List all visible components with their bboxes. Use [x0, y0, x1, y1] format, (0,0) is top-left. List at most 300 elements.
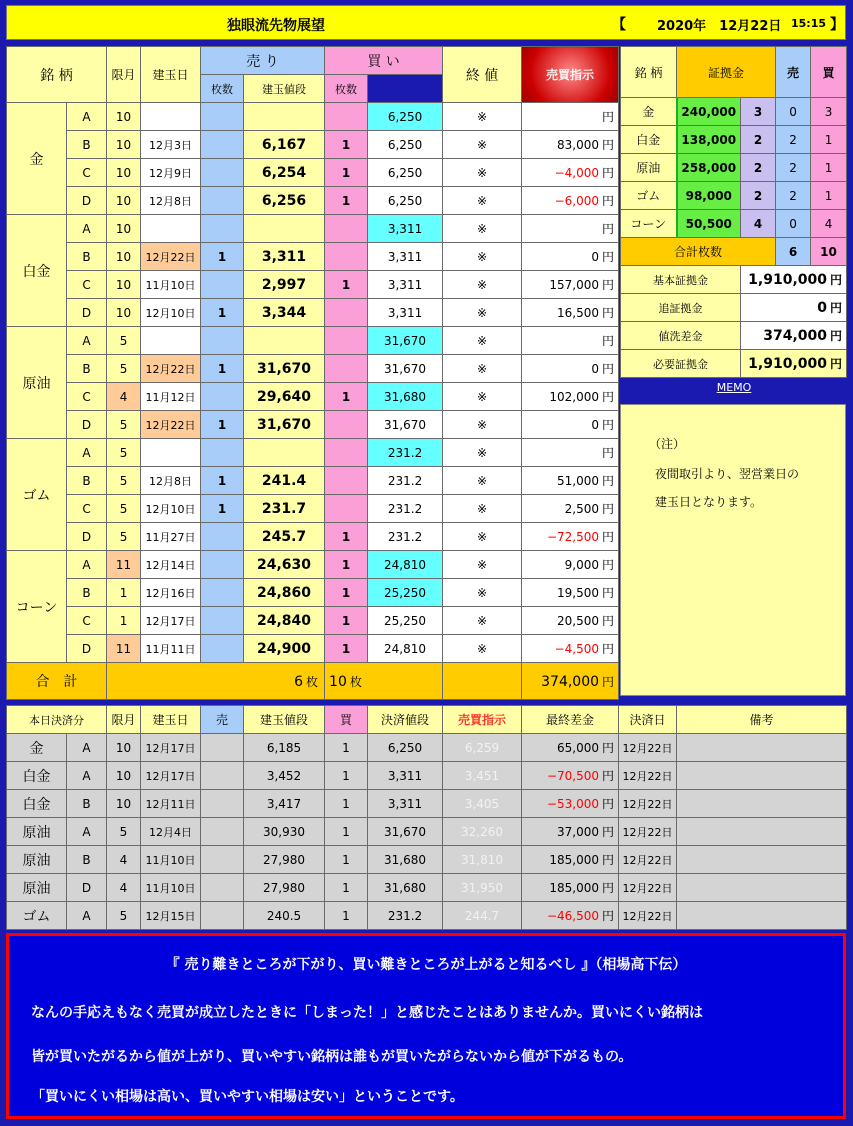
settle-final [522, 818, 619, 846]
instruction-text: ※ [477, 305, 488, 320]
settle-settle-price-text: 31,670 [384, 824, 426, 839]
sell-qty [201, 299, 244, 327]
settle-sdate-text: 12月22日 [622, 825, 673, 839]
margin-sell [776, 126, 811, 154]
contract-month-text: 10 [115, 193, 132, 208]
settle-key-text: A [82, 824, 91, 839]
settle-month-text: 5 [119, 824, 128, 839]
buy-qty [325, 635, 368, 663]
close-price [368, 299, 443, 327]
settle-key-text: A [82, 908, 91, 923]
contract-month [107, 271, 141, 299]
header-price-text: 建玉値段 [262, 82, 307, 96]
settle-instr-text: 31,950 [461, 880, 503, 895]
summary-value [741, 266, 847, 294]
yen-unit: 円 [830, 329, 843, 343]
summary-value-text: 0 [817, 300, 827, 316]
yen-unit: 円 [602, 138, 615, 152]
table-row [7, 439, 619, 467]
instruction [443, 495, 522, 523]
position-price [244, 103, 325, 131]
total-buy [325, 663, 443, 700]
settle-settle-price [368, 762, 443, 790]
instruction-text: ※ [477, 137, 488, 152]
position-price-text: 31,670 [257, 360, 312, 377]
margin-amount-text: 98,000 [685, 188, 732, 203]
margin-table [620, 46, 847, 378]
margin-amount-text: 258,000 [681, 160, 737, 175]
diff-value-text: −4,500 [554, 642, 600, 656]
contract-month-text: 5 [119, 501, 128, 516]
instruction-text: ※ [477, 361, 488, 376]
settle-key-text: B [82, 852, 91, 867]
settle-settle-price [368, 734, 443, 762]
settle-sell [201, 762, 244, 790]
sell-qty [201, 131, 244, 159]
close-price-text: 231.2 [387, 445, 423, 460]
yen-unit: 円 [602, 334, 615, 348]
margin-brand [621, 210, 677, 238]
instruction-text: ※ [477, 193, 488, 208]
settle-final-text: −46,500 [546, 909, 599, 923]
settle-sdate [619, 762, 677, 790]
close-price [368, 131, 443, 159]
header-buy [325, 47, 443, 75]
close-price-text: 3,311 [387, 305, 423, 320]
settle-row [7, 818, 847, 846]
contract-month [107, 243, 141, 271]
margin-buy-text: 1 [824, 188, 833, 203]
contract-month [107, 103, 141, 131]
close-price [368, 579, 443, 607]
contract-month-text: 5 [119, 361, 128, 376]
close-price-text: 231.2 [387, 529, 423, 544]
header-sell-text: 売 り [246, 53, 279, 70]
table-row [7, 579, 619, 607]
contract-key-text: D [81, 193, 92, 208]
close-price-text: 3,311 [387, 249, 423, 264]
position-date [141, 103, 201, 131]
table-row [7, 551, 619, 579]
count-buy-text: 10 [820, 244, 837, 259]
yen-unit: 円 [602, 194, 615, 208]
table-row [7, 383, 619, 411]
settlement-table [6, 705, 847, 930]
contract-month-text: 10 [115, 137, 132, 152]
margin-count-text: 4 [753, 216, 763, 231]
position-date [141, 131, 201, 159]
settle-sell [201, 846, 244, 874]
settle-final-text: 65,000 [556, 741, 599, 755]
buy-qty [325, 495, 368, 523]
position-price [244, 635, 325, 663]
contract-key-text: B [82, 473, 91, 488]
total-sell-qty: 6 [294, 673, 304, 690]
settle-settle-price [368, 818, 443, 846]
settle-note [677, 790, 847, 818]
diff-value-text: −72,500 [546, 530, 600, 544]
yen-unit: 円 [601, 909, 614, 923]
yen-unit: 円 [830, 273, 843, 287]
diff-value [522, 551, 619, 579]
close-price [368, 495, 443, 523]
position-price-text: 24,840 [257, 612, 312, 629]
settle-header-price [244, 706, 325, 734]
table-row [7, 327, 619, 355]
settle-brand [7, 818, 67, 846]
yen-unit: 円 [602, 674, 615, 689]
settle-instr-text: 32,260 [461, 824, 503, 839]
margin-brand-text: ゴム [636, 189, 661, 203]
diff-value [522, 579, 619, 607]
settle-date-text: 11月10日 [145, 881, 196, 895]
buy-qty [325, 271, 368, 299]
contract-month [107, 327, 141, 355]
close-price [368, 187, 443, 215]
position-date-text: 12月22日 [145, 362, 196, 376]
sell-qty [201, 187, 244, 215]
contract-month-text: 10 [115, 221, 132, 236]
close-price [368, 383, 443, 411]
summary-label [621, 266, 741, 294]
contract-month-text: 5 [119, 417, 128, 432]
settle-instr [443, 762, 522, 790]
yen-unit: 円 [602, 474, 615, 488]
position-price-text: 29,640 [257, 388, 312, 405]
date-bracket-open: 【 [612, 17, 626, 33]
settle-sdate [619, 790, 677, 818]
margin-sell [776, 98, 811, 126]
settle-buy [325, 734, 368, 762]
margin-brand-text: 金 [642, 105, 655, 119]
position-price-text: 3,311 [261, 248, 307, 265]
quote-box [6, 933, 846, 1119]
position-price-text: 24,860 [257, 584, 312, 601]
sell-qty [201, 271, 244, 299]
brand-name-text: ゴム [22, 487, 51, 504]
table-row [7, 271, 619, 299]
memo-panel [620, 381, 846, 696]
contract-month-text: 5 [119, 529, 128, 544]
margin-buy-text: 3 [824, 104, 833, 119]
position-date [141, 551, 201, 579]
table-row [7, 467, 619, 495]
instruction [443, 215, 522, 243]
diff-value [522, 103, 619, 131]
summary-value [741, 294, 847, 322]
contract-key [67, 187, 107, 215]
close-price-text: 6,250 [387, 165, 423, 180]
sell-qty [201, 215, 244, 243]
settle-header-final-text: 最終差金 [545, 713, 594, 727]
summary-label-text: 追証拠金 [658, 301, 703, 315]
yen-unit: 円 [602, 278, 615, 292]
margin-amount [677, 182, 741, 210]
settle-sell [201, 818, 244, 846]
summary-value [741, 350, 847, 378]
contract-key [67, 159, 107, 187]
sell-qty-text: 1 [217, 417, 227, 432]
settle-header-note-text: 備考 [749, 713, 774, 727]
position-date [141, 635, 201, 663]
position-price-text: 6,254 [261, 164, 307, 181]
contract-month-text: 11 [115, 557, 132, 572]
margin-brand-text: 原油 [636, 161, 661, 175]
margin-buy [811, 98, 847, 126]
close-price [368, 355, 443, 383]
table-row [7, 159, 619, 187]
position-price [244, 159, 325, 187]
buy-qty-text: 1 [341, 613, 351, 628]
close-price-text: 3,311 [387, 277, 423, 292]
margin-buy-text: 4 [824, 216, 833, 231]
summary-label-text: 基本証拠金 [653, 273, 708, 287]
diff-value [522, 523, 619, 551]
settle-buy-text: 1 [342, 824, 350, 839]
position-price-text: 245.7 [261, 528, 307, 545]
instruction-text: ※ [477, 109, 488, 124]
settle-brand-text: 原油 [22, 880, 51, 897]
header-sell-qty [201, 75, 244, 103]
settle-header-sell [201, 706, 244, 734]
contract-key [67, 299, 107, 327]
summary-value-text: 374,000 [763, 328, 827, 344]
settle-buy [325, 762, 368, 790]
settle-sdate [619, 734, 677, 762]
position-date [141, 187, 201, 215]
instruction [443, 607, 522, 635]
position-price [244, 551, 325, 579]
total-diff [522, 663, 619, 700]
settle-brand [7, 846, 67, 874]
settle-sdate-text: 12月22日 [622, 909, 673, 923]
buy-qty [325, 411, 368, 439]
yen-unit: 円 [602, 614, 615, 628]
margin-count-text: 2 [753, 160, 763, 175]
margin-buy [811, 154, 847, 182]
close-price [368, 243, 443, 271]
settle-settle-price-text: 31,680 [384, 852, 426, 867]
contract-month [107, 607, 141, 635]
sell-qty [201, 607, 244, 635]
position-date-text: 12月10日 [145, 502, 196, 516]
settle-note [677, 874, 847, 902]
sell-qty [201, 411, 244, 439]
header-buy-text: 買 い [367, 53, 400, 70]
instruction [443, 467, 522, 495]
close-price-text: 24,810 [384, 641, 427, 656]
settle-settle-price-text: 6,250 [387, 740, 423, 755]
close-price [368, 103, 443, 131]
contract-key-text: D [81, 417, 92, 432]
margin-brand-text: コーン [630, 217, 667, 231]
contract-key [67, 607, 107, 635]
contract-month-text: 10 [115, 165, 132, 180]
settle-header-instr-text: 売買指示 [457, 713, 506, 727]
sell-qty [201, 243, 244, 271]
settle-buy-text: 1 [342, 908, 350, 923]
position-price [244, 439, 325, 467]
close-price [368, 327, 443, 355]
settle-month-text: 5 [119, 908, 128, 923]
position-date [141, 327, 201, 355]
position-date [141, 159, 201, 187]
contract-month [107, 579, 141, 607]
summary-value-text: 1,910,000 [748, 272, 827, 288]
header-date-text: 建玉日 [152, 68, 189, 82]
margin-header-amount [677, 47, 776, 98]
position-date [141, 215, 201, 243]
settle-settle-price [368, 846, 443, 874]
instruction [443, 243, 522, 271]
close-price [368, 467, 443, 495]
settle-price-text: 3,452 [266, 768, 302, 783]
contract-key-text: C [82, 277, 91, 292]
position-date [141, 495, 201, 523]
margin-amount [677, 126, 741, 154]
settle-header-date [141, 706, 201, 734]
margin-summary-row [621, 350, 847, 378]
settle-brand-text: 原油 [22, 852, 51, 869]
margin-brand [621, 126, 677, 154]
summary-label-text: 必要証拠金 [653, 357, 708, 371]
settle-brand-text: 金 [29, 740, 44, 757]
settle-price [244, 902, 325, 930]
contract-key [67, 215, 107, 243]
instruction [443, 523, 522, 551]
contract-key [67, 131, 107, 159]
position-price [244, 243, 325, 271]
settle-header-final [522, 706, 619, 734]
settle-header-title-text: 本日決済分 [29, 713, 84, 727]
settle-settle-price-text: 231.2 [387, 908, 423, 923]
summary-value [741, 322, 847, 350]
settle-settle-price-text: 3,311 [387, 796, 423, 811]
table-row [7, 131, 619, 159]
position-price [244, 467, 325, 495]
contract-key-text: A [82, 333, 91, 348]
total-diff-text: 374,000 [541, 673, 600, 690]
contract-month [107, 355, 141, 383]
instruction [443, 327, 522, 355]
instruction [443, 579, 522, 607]
diff-value-text: 0 [591, 418, 600, 432]
total-sell-unit: 枚 [306, 674, 319, 689]
position-price [244, 495, 325, 523]
contract-key [67, 523, 107, 551]
close-price [368, 215, 443, 243]
margin-buy-text: 1 [824, 160, 833, 175]
date-bracket-close: 】 [830, 17, 844, 33]
margin-count-text: 2 [753, 188, 763, 203]
settle-instr [443, 734, 522, 762]
yen-unit: 円 [830, 357, 843, 371]
position-date-text: 12月3日 [149, 138, 193, 152]
settle-price-text: 30,930 [263, 824, 305, 839]
settle-sdate-text: 12月22日 [622, 853, 673, 867]
settle-header-month-text: 限月 [111, 713, 136, 727]
settle-brand [7, 734, 67, 762]
contract-key-text: A [82, 109, 91, 124]
settle-note [677, 902, 847, 930]
memo-title[interactable]: MEMO [716, 381, 752, 394]
margin-sell [776, 154, 811, 182]
settle-key [67, 734, 107, 762]
settle-buy [325, 846, 368, 874]
position-price-text: 6,167 [261, 136, 307, 153]
position-price-text: 231.7 [261, 500, 307, 517]
yen-unit: 円 [602, 250, 615, 264]
margin-sell-text: 0 [789, 104, 797, 119]
close-price [368, 271, 443, 299]
contract-month [107, 439, 141, 467]
position-date [141, 467, 201, 495]
position-price [244, 607, 325, 635]
brand-name-text: 白金 [22, 263, 51, 280]
margin-header-sell-text: 売 [787, 65, 800, 80]
settle-month [107, 790, 141, 818]
contract-key [67, 635, 107, 663]
sell-qty [201, 383, 244, 411]
settle-month-text: 4 [119, 852, 128, 867]
contract-key-text: B [82, 585, 91, 600]
position-price [244, 523, 325, 551]
yen-unit: 円 [601, 741, 614, 755]
diff-value [522, 355, 619, 383]
summary-label [621, 322, 741, 350]
settle-buy [325, 902, 368, 930]
quote-line-3: 「買いにくい相場は高い、買いやすい相場は安い」ということです。 [31, 1089, 464, 1105]
contract-key-text: C [82, 501, 91, 516]
sell-qty [201, 103, 244, 131]
memo-line-1: （注） [649, 437, 686, 451]
settle-header-date-text: 建玉日 [152, 713, 189, 727]
margin-amount-text: 240,000 [681, 104, 737, 119]
contract-month-text: 10 [115, 109, 132, 124]
settle-month [107, 762, 141, 790]
contract-key [67, 439, 107, 467]
header-buy-qty-text: 枚数 [335, 82, 358, 96]
contract-key-text: C [82, 613, 91, 628]
table-row [7, 187, 619, 215]
contract-month [107, 523, 141, 551]
settle-final [522, 874, 619, 902]
instruction-text: ※ [477, 389, 488, 404]
diff-value [522, 411, 619, 439]
settle-settle-price-text: 31,680 [384, 880, 426, 895]
instruction-text: ※ [477, 529, 488, 544]
settle-month-text: 10 [115, 768, 132, 783]
contract-month [107, 383, 141, 411]
summary-label [621, 350, 741, 378]
close-price [368, 635, 443, 663]
brand-name-text: コーン [15, 599, 58, 616]
table-row [7, 495, 619, 523]
diff-value-text: 0 [591, 362, 600, 376]
brand-name [7, 551, 67, 663]
close-price [368, 523, 443, 551]
position-price [244, 579, 325, 607]
brand-name [7, 439, 67, 551]
contract-month-text: 11 [115, 641, 132, 656]
position-date [141, 383, 201, 411]
buy-qty-text: 1 [341, 165, 351, 180]
settle-settle-price-text: 3,311 [387, 768, 423, 783]
settle-brand [7, 790, 67, 818]
settle-date [141, 762, 201, 790]
position-date [141, 299, 201, 327]
yen-unit: 円 [602, 390, 615, 404]
